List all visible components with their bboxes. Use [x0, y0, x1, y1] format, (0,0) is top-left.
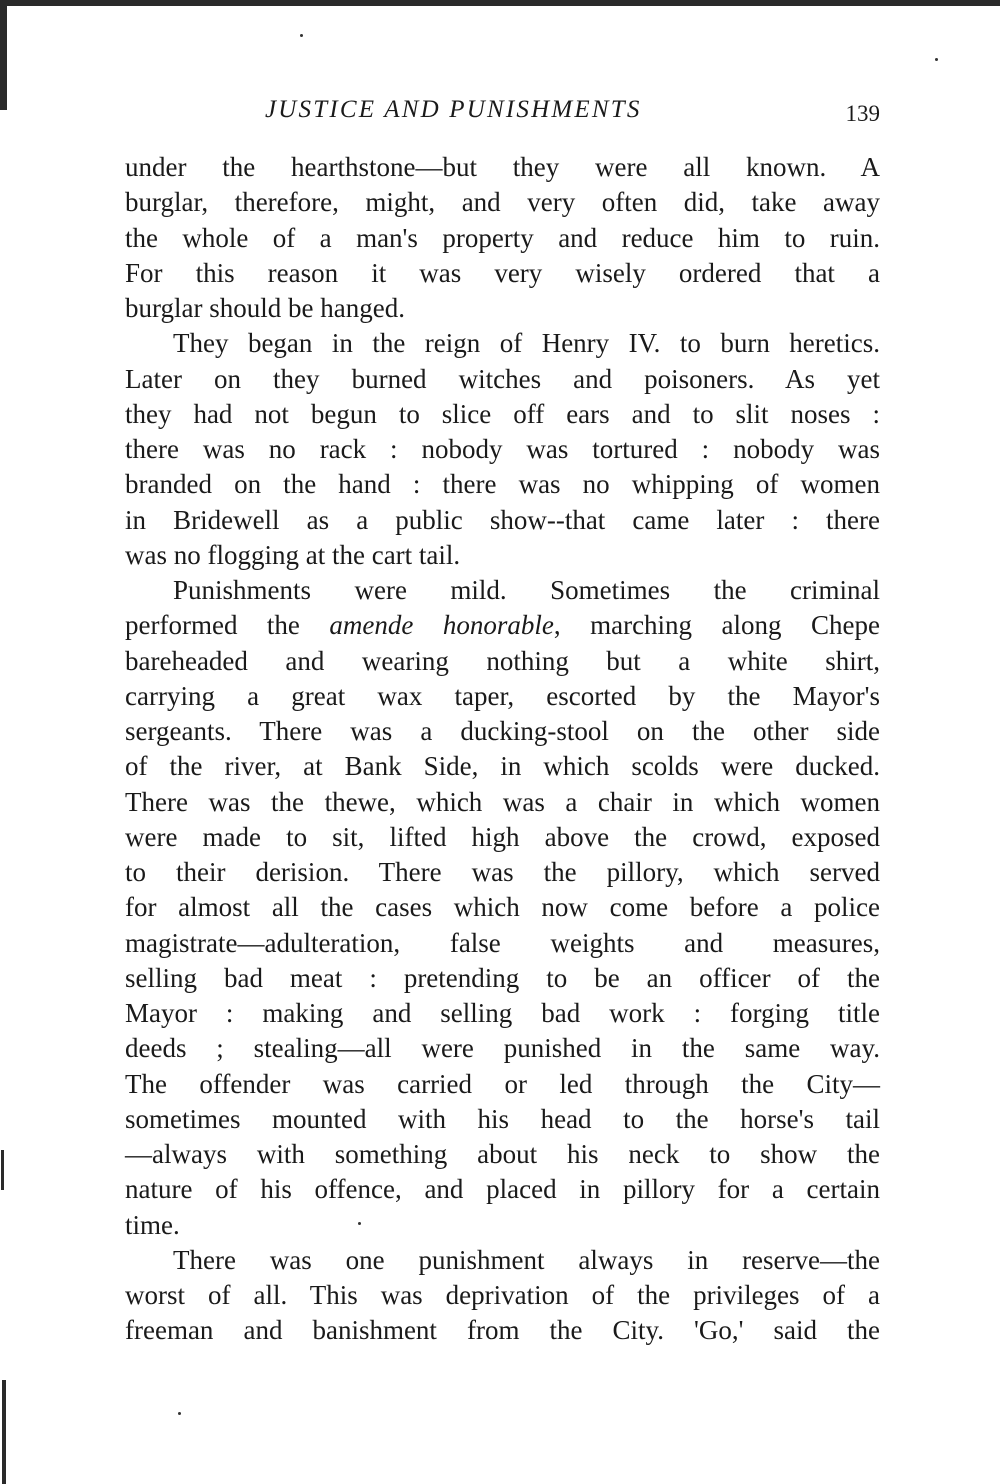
scan-speck — [178, 1412, 181, 1415]
text-line: There was the thewe, which was a chair in which women — [125, 786, 880, 817]
page-header — [125, 96, 880, 132]
text-line: nature of his offence, and placed in pillory for a certain — [125, 1174, 880, 1205]
scan-edge-top — [0, 0, 1000, 6]
text-line: in Bridewell as a public show--that came later : there — [125, 504, 880, 535]
paragraph — [125, 573, 880, 1243]
text-line: worst of all. This was deprivation of the privileges of a — [125, 1280, 880, 1310]
paragraph — [125, 326, 880, 573]
text-line: —always with something about his neck to show the — [125, 1139, 880, 1169]
scan-speck — [935, 58, 938, 61]
page-number: 139 — [845, 101, 880, 126]
running-head: JUSTICE AND PUNISHMENTS — [265, 96, 642, 123]
text-line: There was one punishment always in reserve—the — [173, 1244, 880, 1275]
text-line: branded on the hand : there was no whipping of women — [125, 469, 880, 500]
text-segment: , marching along Chepe — [553, 610, 880, 641]
text-line: The offender was carried or led through the City— — [125, 1068, 880, 1099]
scan-edge-left-bottom — [2, 1380, 6, 1484]
text-line: They began in the reign of Henry IV. to burn heretics. — [173, 328, 880, 359]
text-line: were made to sit, lifted high above the crowd, exposed — [125, 821, 880, 852]
text-line: bareheaded and wearing nothing but a white shirt, — [125, 645, 880, 676]
text-line: magistrate—adulteration, false weights and measures, — [125, 927, 880, 958]
text-line-with-italic — [125, 608, 880, 643]
paragraph — [125, 1243, 880, 1349]
text-line: time. — [125, 1209, 180, 1240]
text-line: of the river, at Bank Side, in which scolds were ducked. — [125, 751, 880, 782]
scan-edge-left-mark — [1, 1150, 4, 1190]
text-line: for almost all the cases which now come before a police — [125, 892, 880, 923]
text-line: sometimes mounted with his head to the horse's tail — [125, 1103, 880, 1134]
text-line: there was no rack : nobody was tortured : nobody was — [125, 434, 880, 464]
scan-speck — [300, 34, 303, 37]
text-segment: performed the — [125, 610, 330, 641]
text-line: the whole of a man's property and reduce him to ruin. — [125, 222, 880, 253]
text-line: freeman and banishment from the City. 'Go,' said the — [125, 1315, 880, 1346]
italic-phrase: amende honorable — [329, 610, 554, 641]
text-line: Punishments were mild. Sometimes the criminal — [173, 575, 880, 605]
scan-edge-left — [0, 0, 7, 110]
text-line: Mayor : making and selling bad work : forging title — [125, 998, 880, 1028]
text-line: deeds ; stealing—all were punished in the same way. — [125, 1033, 880, 1064]
text-line: Later on they burned witches and poisoners. As yet — [125, 363, 880, 394]
paragraph — [125, 150, 880, 326]
text-line: burglar, therefore, might, and very often did, take away — [125, 187, 880, 218]
text-line: carrying a great wax taper, escorted by the Mayor's — [125, 680, 880, 711]
text-line: to their derision. There was the pillory, which served — [125, 857, 880, 887]
text-line: selling bad meat : pretending to be an officer of the — [125, 962, 880, 993]
text-line: under the hearthstone—but they were all known. A — [125, 152, 880, 182]
text-line: they had not begun to slice off ears and to slit noses : — [125, 398, 880, 429]
text-line: burglar should be hanged. — [125, 293, 405, 323]
text-line: For this reason it was very wisely ordered that a — [125, 257, 880, 288]
text-line: was no flogging at the cart tail. — [125, 539, 461, 570]
text-line: sergeants. There was a ducking-stool on the other side — [125, 716, 880, 746]
body-text — [125, 150, 880, 1349]
